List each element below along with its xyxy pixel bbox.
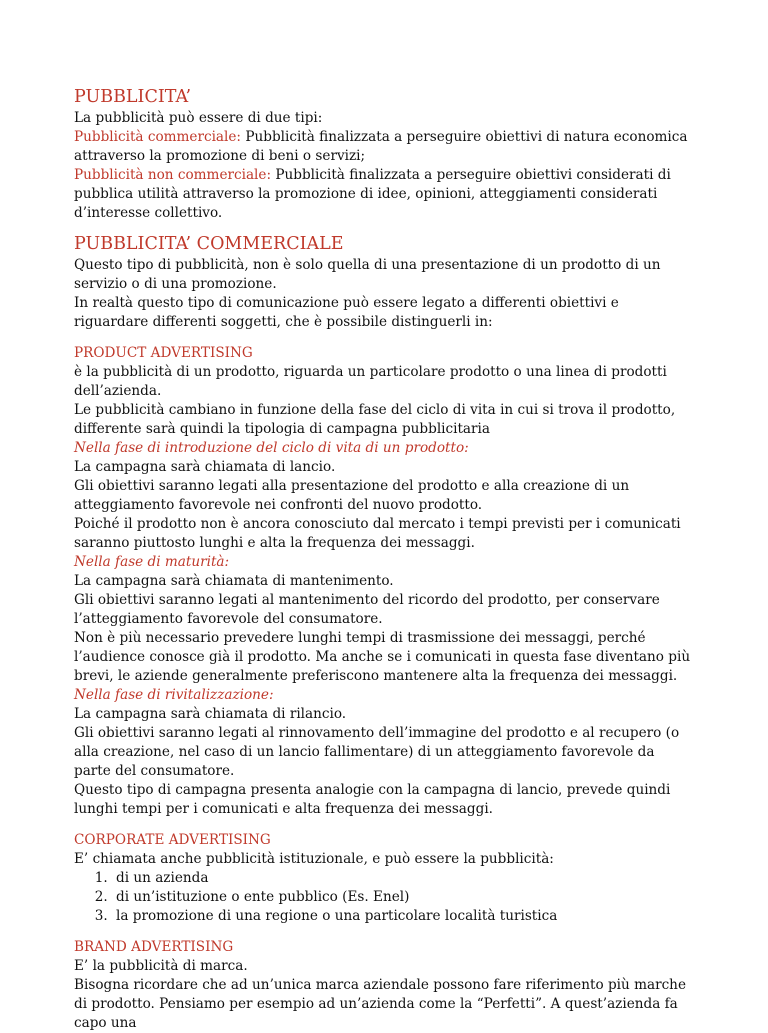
phase-heading: Nella fase di maturità: [74,554,230,570]
paragraph: E’ la pubblicità di marca. [74,958,248,974]
paragraph: Bisogna ricordare che ad un’unica marca aziendale possono fare riferimento più marche di prodotto. Pensiamo per esempio ad un’azienda come la “Perfetti”. A quest’azienda fa capo una [74,977,686,1031]
paragraph: Gli obiettivi saranno legati al rinnovamento dell’immagine del prodotto e al recupero (o alla creazione, nel caso di un lancio fallimentare) di un atteggiamento favorevole da parte del consumatore. [74,725,680,779]
paragraph: Questo tipo di campagna presenta analogie con la campagna di lancio, prevede quindi lunghi tempi per i comunicati e alta frequenza dei messaggi. [74,782,671,817]
paragraph: In realtà questo tipo di comunicazione può essere legato a differenti obiettivi e riguardare differenti soggetti, che è possibile distinguerli in: [74,295,619,330]
numbered-list [74,869,694,926]
list-item: 2. di un’istituzione o ente pubblico (Es. Enel) [112,888,694,907]
paragraph: Le pubblicità cambiano in funzione della fase del ciclo di vita in cui si trova il prodotto, differente sarà quindi la tipologia di campagna pubblicitaria [74,402,676,437]
paragraph: Gli obiettivi saranno legati alla presentazione del prodotto e alla creazione di un atteggiamento favorevole nei confronti del nuovo prodotto. [74,478,630,513]
paragraph: Poiché il prodotto non è ancora conosciuto dal mercato i tempi previsti per i comunicati saranno piuttosto lunghi e alta la frequenza dei messaggi. [74,516,681,551]
paragraph: Non è più necessario prevedere lunghi tempi di trasmissione dei messaggi, perché l’audience conosce già il prodotto. Ma anche se i comunicati in questa fase diventano più brevi, le aziende generalmente preferiscono mantenere alta la frequenza dei messaggi. [74,630,691,684]
phase-heading: Nella fase di rivitalizzazione: [74,687,274,703]
section-title-product-advertising: PRODUCT ADVERTISING [74,345,253,361]
paragraph: E’ chiamata anche pubblicità istituzionale, e può essere la pubblicità: [74,851,554,867]
phase-heading: Nella fase di introduzione del ciclo di vita di un prodotto: [74,440,469,456]
paragraph: La campagna sarà chiamata di rilancio. [74,706,347,722]
paragraph: è la pubblicità di un prodotto, riguarda un particolare prodotto o una linea di prodotti dell’azienda. [74,364,667,399]
section-title-pubblicita: PUBBLICITA’ [74,87,192,107]
paragraph: La pubblicità può essere di due tipi: [74,110,323,126]
list-item: 3. la promozione di una regione o una particolare località turistica [112,907,694,926]
list-item: 1. di un azienda [112,869,694,888]
document-page [74,86,694,1033]
section-title-brand-advertising: BRAND ADVERTISING [74,939,234,955]
term-label: Pubblicità commerciale: [74,129,242,145]
paragraph: Questo tipo di pubblicità, non è solo quella di una presentazione di un prodotto di un servizio o di una promozione. [74,257,661,292]
definition-commerciale [74,128,694,166]
paragraph: Gli obiettivi saranno legati al mantenimento del ricordo del prodotto, per conservare l’atteggiamento favorevole del consumatore. [74,592,660,627]
section-title-pubblicita-commerciale: PUBBLICITA’ COMMERCIALE [74,234,344,254]
definition-non-commerciale [74,166,694,223]
paragraph: La campagna sarà chiamata di mantenimento. [74,573,394,589]
section-title-corporate-advertising: CORPORATE ADVERTISING [74,832,271,848]
paragraph: La campagna sarà chiamata di lancio. [74,459,336,475]
term-text: Pubblicità finalizzata a perseguire obiettivi di natura economica attraverso la promozione di beni o servizi; [74,129,688,164]
term-text: Pubblicità finalizzata a perseguire obiettivi considerati di pubblica utilità attraverso la promozione di idee, opinioni, atteggiamenti considerati d’interesse collettivo. [74,167,671,221]
term-label: Pubblicità non commerciale: [74,167,272,183]
